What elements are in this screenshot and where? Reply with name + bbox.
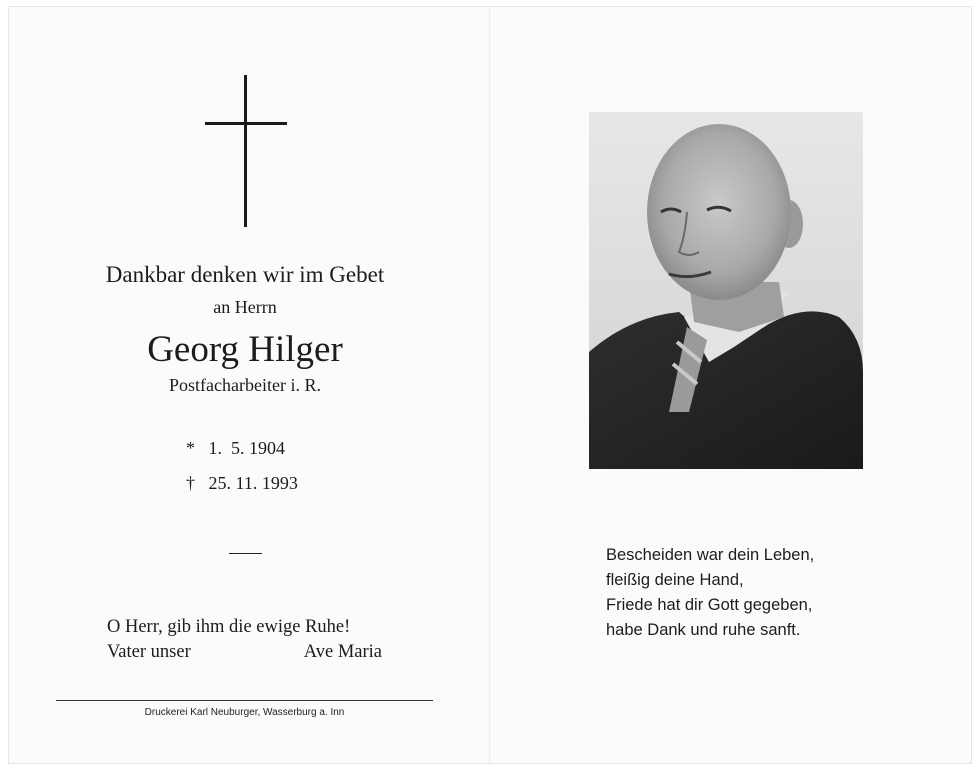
death-date-line (186, 473, 298, 494)
prayer-ave-maria: Ave Maria (303, 642, 382, 662)
poem-line-3: Friede hat dir Gott gegeben, (606, 596, 813, 614)
salutation: an Herrn (213, 297, 277, 317)
death-symbol: † (186, 473, 195, 493)
birth-date-line (186, 438, 285, 459)
prayer-names (107, 642, 382, 663)
poem-line-1: Bescheiden war dein Leben, (606, 546, 815, 564)
portrait-photo (589, 112, 863, 469)
poem (606, 543, 814, 643)
cross-icon (205, 75, 287, 227)
separator-dash (229, 553, 262, 554)
deceased-name: Georg Hilger (147, 329, 343, 370)
poem-line-2: fleißig deine Hand, (606, 571, 744, 589)
birth-symbol: * (186, 438, 195, 458)
footer-rule (56, 700, 433, 701)
memorial-heading: Dankbar denken wir im Gebet (105, 262, 385, 287)
death-date: 25. 11. 1993 (208, 473, 298, 493)
prayer-vater-unser: Vater unser (107, 642, 191, 662)
occupation: Postfacharbeiter i. R. (169, 375, 321, 395)
poem-line-4: habe Dank und ruhe sanft. (606, 621, 801, 639)
printer-credit: Druckerei Karl Neuburger, Wasserburg a. Inn (144, 707, 345, 718)
prayer-line: O Herr, gib ihm die ewige Ruhe! (107, 617, 351, 637)
birth-date: 1. 5. 1904 (208, 438, 285, 458)
